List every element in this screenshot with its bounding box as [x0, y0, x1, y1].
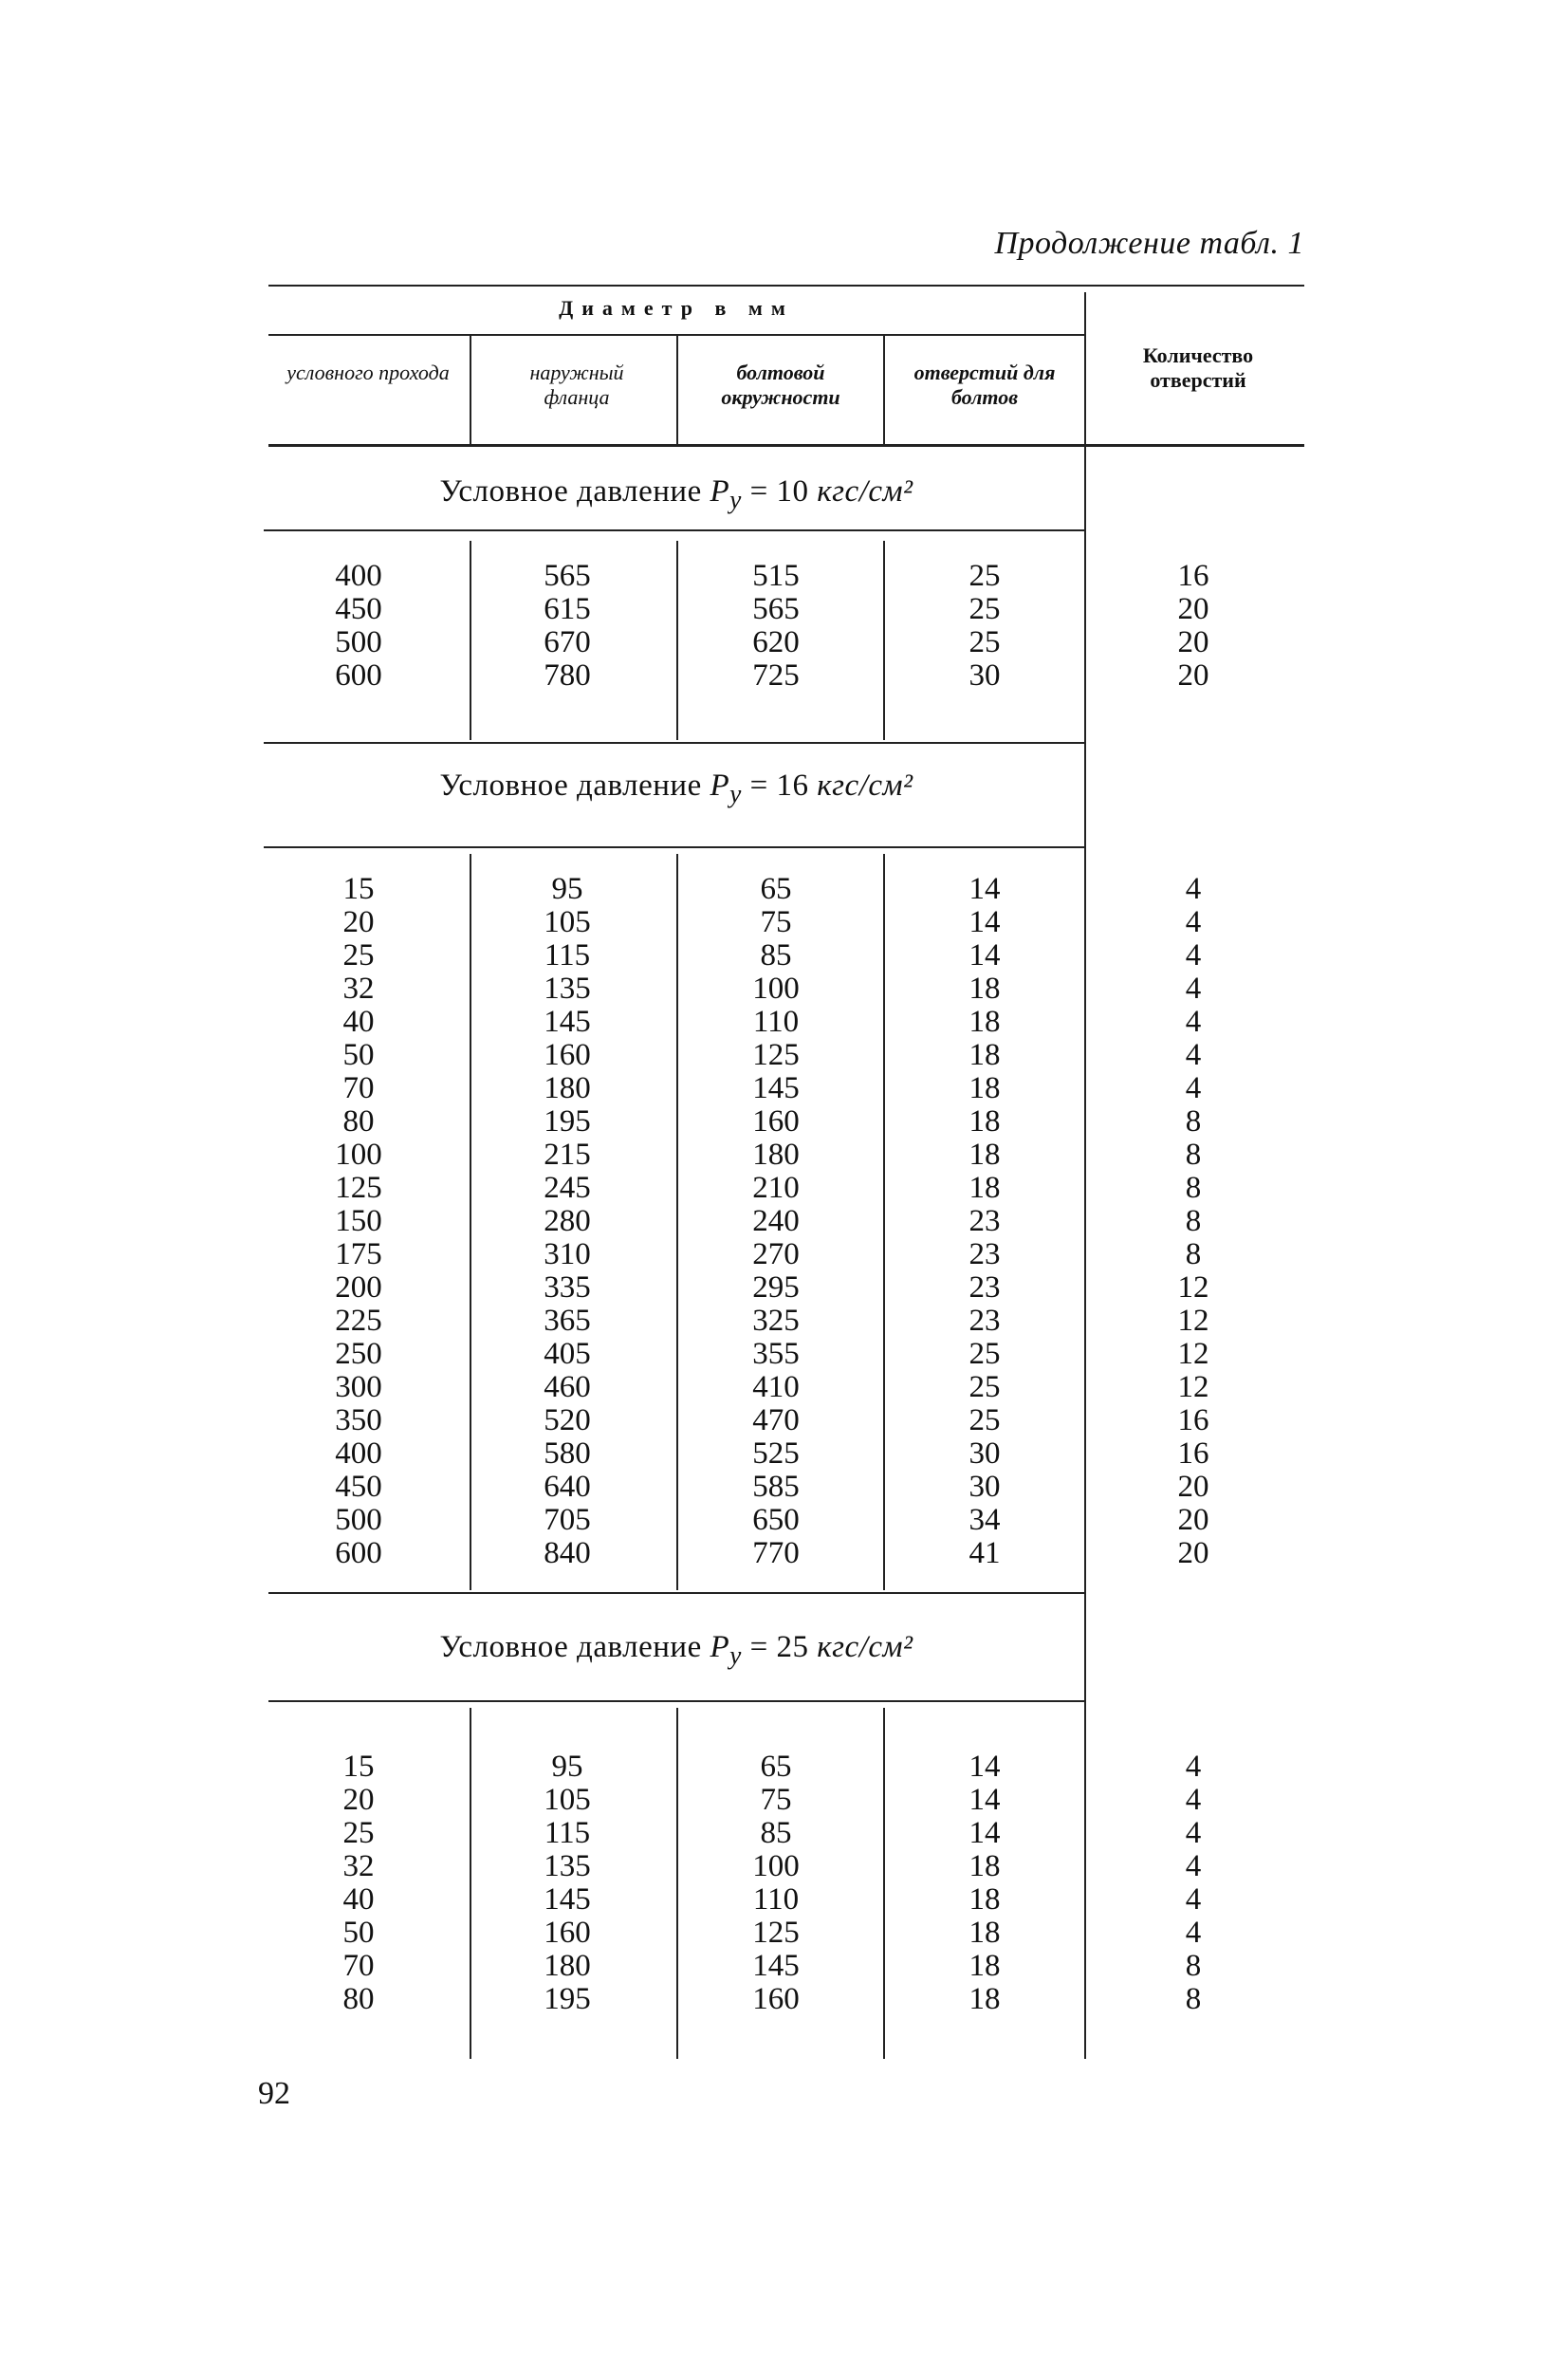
table-cell: 8: [1185, 1171, 1202, 1205]
rule-v2-sec1: [676, 541, 678, 740]
page-number: 92: [258, 2076, 290, 2111]
table-cell: 32: [342, 1849, 375, 1883]
table-cell: 210: [752, 1171, 800, 1205]
table-cell: 8: [1185, 1982, 1202, 2016]
table-cell: 580: [544, 1436, 591, 1471]
table-cell: 600: [335, 1536, 382, 1570]
table-cell: 195: [544, 1982, 591, 2016]
table-cell: 615: [544, 592, 591, 626]
table-cell: 40: [342, 1882, 375, 1917]
section-title-sub: у: [729, 484, 742, 514]
table-cell: 520: [544, 1403, 591, 1437]
table-cell: 20: [342, 905, 375, 939]
table-cell: 525: [752, 1436, 800, 1471]
table-cell: 4: [1185, 1783, 1202, 1817]
table-cell: 270: [752, 1237, 800, 1271]
rule-v2-sec3: [676, 1708, 678, 2059]
table-cell: 135: [544, 972, 591, 1006]
table-cell: 295: [752, 1270, 800, 1305]
col-count-sec1: [1122, 560, 1264, 693]
table-cell: 12: [1177, 1270, 1209, 1305]
table-cell: 4: [1185, 1882, 1202, 1917]
rule-v2-sec2: [676, 854, 678, 1590]
rule-sec3-top: [268, 1592, 1084, 1594]
table-cell: 160: [752, 1982, 800, 2016]
rule-v3-sec2: [883, 854, 885, 1590]
table-cell: 30: [968, 1470, 1001, 1504]
table-cell: 40: [342, 1005, 375, 1039]
table-cell: 450: [335, 1470, 382, 1504]
table-cell: 335: [544, 1270, 591, 1305]
table-cell: 650: [752, 1503, 800, 1537]
rule-v3-sec1: [883, 541, 885, 740]
section-title-py10: [268, 474, 1084, 515]
table-cell: 4: [1185, 938, 1202, 973]
table-cell: 125: [752, 1916, 800, 1950]
section-title-py16: [268, 769, 1084, 809]
table-cell: 215: [544, 1138, 591, 1172]
section-title-unit: кгс/см²: [817, 769, 913, 803]
table-cell: 145: [752, 1071, 800, 1105]
table-cell: 18: [968, 1916, 1001, 1950]
col-hole-sec1: [913, 560, 1056, 693]
table-cell: 25: [968, 592, 1001, 626]
table-cell: 18: [968, 1949, 1001, 1983]
table-cell: 350: [335, 1403, 382, 1437]
table-cell: 585: [752, 1470, 800, 1504]
table-cell: 18: [968, 972, 1001, 1006]
table-cell: 15: [342, 872, 375, 906]
table-cell: 20: [1177, 625, 1209, 659]
table-cell: 400: [335, 559, 382, 593]
col-flange-sec1: [496, 560, 638, 693]
rule-sec3-under: [268, 1700, 1084, 1702]
section-title-sub: у: [729, 778, 742, 808]
table-cell: 145: [752, 1949, 800, 1983]
rule-v1-sec3: [470, 1708, 471, 2059]
table-cell: 180: [752, 1138, 800, 1172]
rule-header-bottom: [268, 444, 1304, 447]
section-title-unit: кгс/см²: [817, 474, 913, 509]
table-cell: 4: [1185, 1038, 1202, 1072]
rule-v1-header: [470, 334, 471, 444]
table-cell: 80: [342, 1104, 375, 1139]
section-title-eq: = 16: [741, 769, 818, 803]
table-cell: 25: [968, 625, 1001, 659]
section-title-sub: у: [729, 1640, 742, 1670]
table-cell: 14: [968, 1783, 1001, 1817]
table-cell: 150: [335, 1204, 382, 1238]
table-cell: 95: [551, 872, 583, 906]
table-cell: 20: [1177, 1470, 1209, 1504]
rule-v3-header: [883, 334, 885, 444]
table-cell: 240: [752, 1204, 800, 1238]
rule-sec2-top: [264, 742, 1084, 744]
table-cell: 4: [1185, 905, 1202, 939]
table-cell: 18: [968, 1171, 1001, 1205]
table-cell: 34: [968, 1503, 1001, 1537]
table-cell: 160: [544, 1916, 591, 1950]
table-cell: 160: [752, 1104, 800, 1139]
table-cell: 65: [760, 1750, 792, 1784]
table-cell: 18: [968, 1038, 1001, 1072]
table-cell: 565: [544, 559, 591, 593]
table-cell: 4: [1185, 1816, 1202, 1850]
table-cell: 4: [1185, 1916, 1202, 1950]
table-cell: 30: [968, 1436, 1001, 1471]
table-cell: 12: [1177, 1337, 1209, 1371]
header-nominal-bore: условного прохода: [286, 361, 450, 384]
table-cell: 300: [335, 1370, 382, 1404]
table-cell: 250: [335, 1337, 382, 1371]
table-cell: 18: [968, 1882, 1001, 1917]
col-flange-sec2: [496, 873, 638, 1570]
table-cell: 145: [544, 1882, 591, 1917]
section-title-prefix: Условное давление: [439, 769, 710, 803]
table-cell: 725: [752, 658, 800, 693]
table-cell: 95: [551, 1750, 583, 1784]
header-group-diameter: Диаметр в мм: [559, 296, 794, 320]
table-cell: 8: [1185, 1138, 1202, 1172]
table-cell: 365: [544, 1304, 591, 1338]
table-cell: 23: [968, 1270, 1001, 1305]
table-cell: 4: [1185, 1005, 1202, 1039]
header-outer-flange: наружный фланца: [529, 361, 624, 409]
col-count-sec2: [1122, 873, 1264, 1570]
table-cell: 600: [335, 658, 382, 693]
table-cell: 30: [968, 658, 1001, 693]
table-cell: 32: [342, 972, 375, 1006]
table-cell: 450: [335, 592, 382, 626]
table-cell: 16: [1177, 1403, 1209, 1437]
col-bolt-sec3: [705, 1751, 847, 2016]
table-cell: 18: [968, 1849, 1001, 1883]
rule-top: [268, 285, 1304, 287]
table-cell: 16: [1177, 559, 1209, 593]
table-cell: 50: [342, 1038, 375, 1072]
table-cell: 310: [544, 1237, 591, 1271]
table-cell: 115: [544, 1816, 591, 1850]
rule-v1-sec2: [470, 854, 471, 1590]
table-cell: 105: [544, 905, 591, 939]
table-cell: 100: [752, 1849, 800, 1883]
header-hole-count: Количество отверстий: [1142, 343, 1254, 392]
table-cell: 80: [342, 1982, 375, 2016]
table-cell: 50: [342, 1916, 375, 1950]
table-cell: 160: [544, 1038, 591, 1072]
table-cell: 41: [968, 1536, 1001, 1570]
table-cell: 105: [544, 1783, 591, 1817]
table-cell: 110: [752, 1005, 800, 1039]
table-cell: 115: [544, 938, 591, 973]
table-cell: 14: [968, 905, 1001, 939]
col-bolt-sec1: [705, 560, 847, 693]
table-cell: 25: [968, 559, 1001, 593]
table-cell: 75: [760, 1783, 792, 1817]
table-cell: 14: [968, 1816, 1001, 1850]
table-cell: 405: [544, 1337, 591, 1371]
col-flange-sec3: [496, 1751, 638, 2016]
table-cell: 14: [968, 872, 1001, 906]
table-cell: 100: [752, 972, 800, 1006]
section-title-var: P: [710, 1630, 730, 1664]
table-cell: 18: [968, 1104, 1001, 1139]
section-title-var: P: [710, 474, 730, 509]
table-cell: 4: [1185, 972, 1202, 1006]
table-cell: 280: [544, 1204, 591, 1238]
table-cell: 565: [752, 592, 800, 626]
table-caption: Продолжение табл. 1: [994, 226, 1304, 261]
table-cell: 8: [1185, 1949, 1202, 1983]
table-cell: 200: [335, 1270, 382, 1305]
section-title-eq: = 25: [741, 1630, 818, 1664]
rule-v3-sec3: [883, 1708, 885, 2059]
rule-sec1-under: [264, 529, 1084, 531]
table-cell: 770: [752, 1536, 800, 1570]
col-dn-sec2: [287, 873, 430, 1570]
section-title-prefix: Условное давление: [439, 1630, 710, 1664]
table-cell: 705: [544, 1503, 591, 1537]
table-cell: 20: [342, 1783, 375, 1817]
table-cell: 20: [1177, 1503, 1209, 1537]
table-cell: 16: [1177, 1436, 1209, 1471]
table-cell: 325: [752, 1304, 800, 1338]
rule-v1-sec1: [470, 541, 471, 740]
table-cell: 110: [752, 1882, 800, 1917]
col-dn-sec3: [287, 1751, 430, 2016]
table-cell: 85: [760, 1816, 792, 1850]
section-title-var: P: [710, 769, 730, 803]
table-cell: 780: [544, 658, 591, 693]
table-cell: 460: [544, 1370, 591, 1404]
table-cell: 175: [335, 1237, 382, 1271]
rule-v2-header: [676, 334, 678, 444]
table-cell: 8: [1185, 1104, 1202, 1139]
table-cell: 23: [968, 1204, 1001, 1238]
rule-v4-full: [1084, 292, 1086, 2059]
table-cell: 25: [968, 1370, 1001, 1404]
table-cell: 500: [335, 1503, 382, 1537]
section-title-unit: кгс/см²: [817, 1630, 913, 1664]
section-title-py25: [268, 1630, 1084, 1671]
table-cell: 25: [968, 1403, 1001, 1437]
table-cell: 20: [1177, 658, 1209, 693]
table-cell: 65: [760, 872, 792, 906]
table-cell: 195: [544, 1104, 591, 1139]
table-cell: 4: [1185, 1750, 1202, 1784]
flange-table: [268, 285, 1304, 2078]
table-cell: 145: [544, 1005, 591, 1039]
table-cell: 400: [335, 1436, 382, 1471]
table-cell: 125: [335, 1171, 382, 1205]
rule-sec2-under: [264, 846, 1084, 848]
table-cell: 4: [1185, 1071, 1202, 1105]
table-cell: 4: [1185, 1849, 1202, 1883]
table-cell: 75: [760, 905, 792, 939]
table-cell: 410: [752, 1370, 800, 1404]
header-bolt-holes: отверстий для болтов: [913, 361, 1056, 409]
table-cell: 470: [752, 1403, 800, 1437]
table-cell: 515: [752, 559, 800, 593]
table-cell: 20: [1177, 1536, 1209, 1570]
table-cell: 23: [968, 1304, 1001, 1338]
table-cell: 245: [544, 1171, 591, 1205]
table-cell: 18: [968, 1982, 1001, 2016]
table-cell: 670: [544, 625, 591, 659]
table-cell: 15: [342, 1750, 375, 1784]
table-cell: 355: [752, 1337, 800, 1371]
table-cell: 4: [1185, 872, 1202, 906]
table-cell: 23: [968, 1237, 1001, 1271]
table-cell: 70: [342, 1949, 375, 1983]
col-bolt-sec2: [705, 873, 847, 1570]
table-cell: 18: [968, 1138, 1001, 1172]
col-dn-sec1: [287, 560, 430, 693]
table-cell: 14: [968, 1750, 1001, 1784]
table-cell: 70: [342, 1071, 375, 1105]
section-title-prefix: Условное давление: [439, 474, 710, 509]
table-cell: 25: [968, 1337, 1001, 1371]
col-count-sec3: [1122, 1751, 1264, 2016]
table-cell: 12: [1177, 1304, 1209, 1338]
table-cell: 620: [752, 625, 800, 659]
col-hole-sec2: [913, 873, 1056, 1570]
table-cell: 125: [752, 1038, 800, 1072]
table-cell: 12: [1177, 1370, 1209, 1404]
table-cell: 640: [544, 1470, 591, 1504]
table-cell: 85: [760, 938, 792, 973]
table-cell: 500: [335, 625, 382, 659]
table-cell: 25: [342, 1816, 375, 1850]
header-bolt-circle: болтовой окружности: [721, 361, 840, 409]
col-hole-sec3: [913, 1751, 1056, 2016]
table-cell: 20: [1177, 592, 1209, 626]
table-cell: 135: [544, 1849, 591, 1883]
table-cell: 100: [335, 1138, 382, 1172]
table-cell: 180: [544, 1071, 591, 1105]
table-cell: 225: [335, 1304, 382, 1338]
table-cell: 18: [968, 1071, 1001, 1105]
table-cell: 18: [968, 1005, 1001, 1039]
table-cell: 840: [544, 1536, 591, 1570]
table-cell: 180: [544, 1949, 591, 1983]
table-cell: 8: [1185, 1237, 1202, 1271]
table-cell: 25: [342, 938, 375, 973]
table-cell: 14: [968, 938, 1001, 973]
section-title-eq: = 10: [741, 474, 818, 509]
table-cell: 8: [1185, 1204, 1202, 1238]
